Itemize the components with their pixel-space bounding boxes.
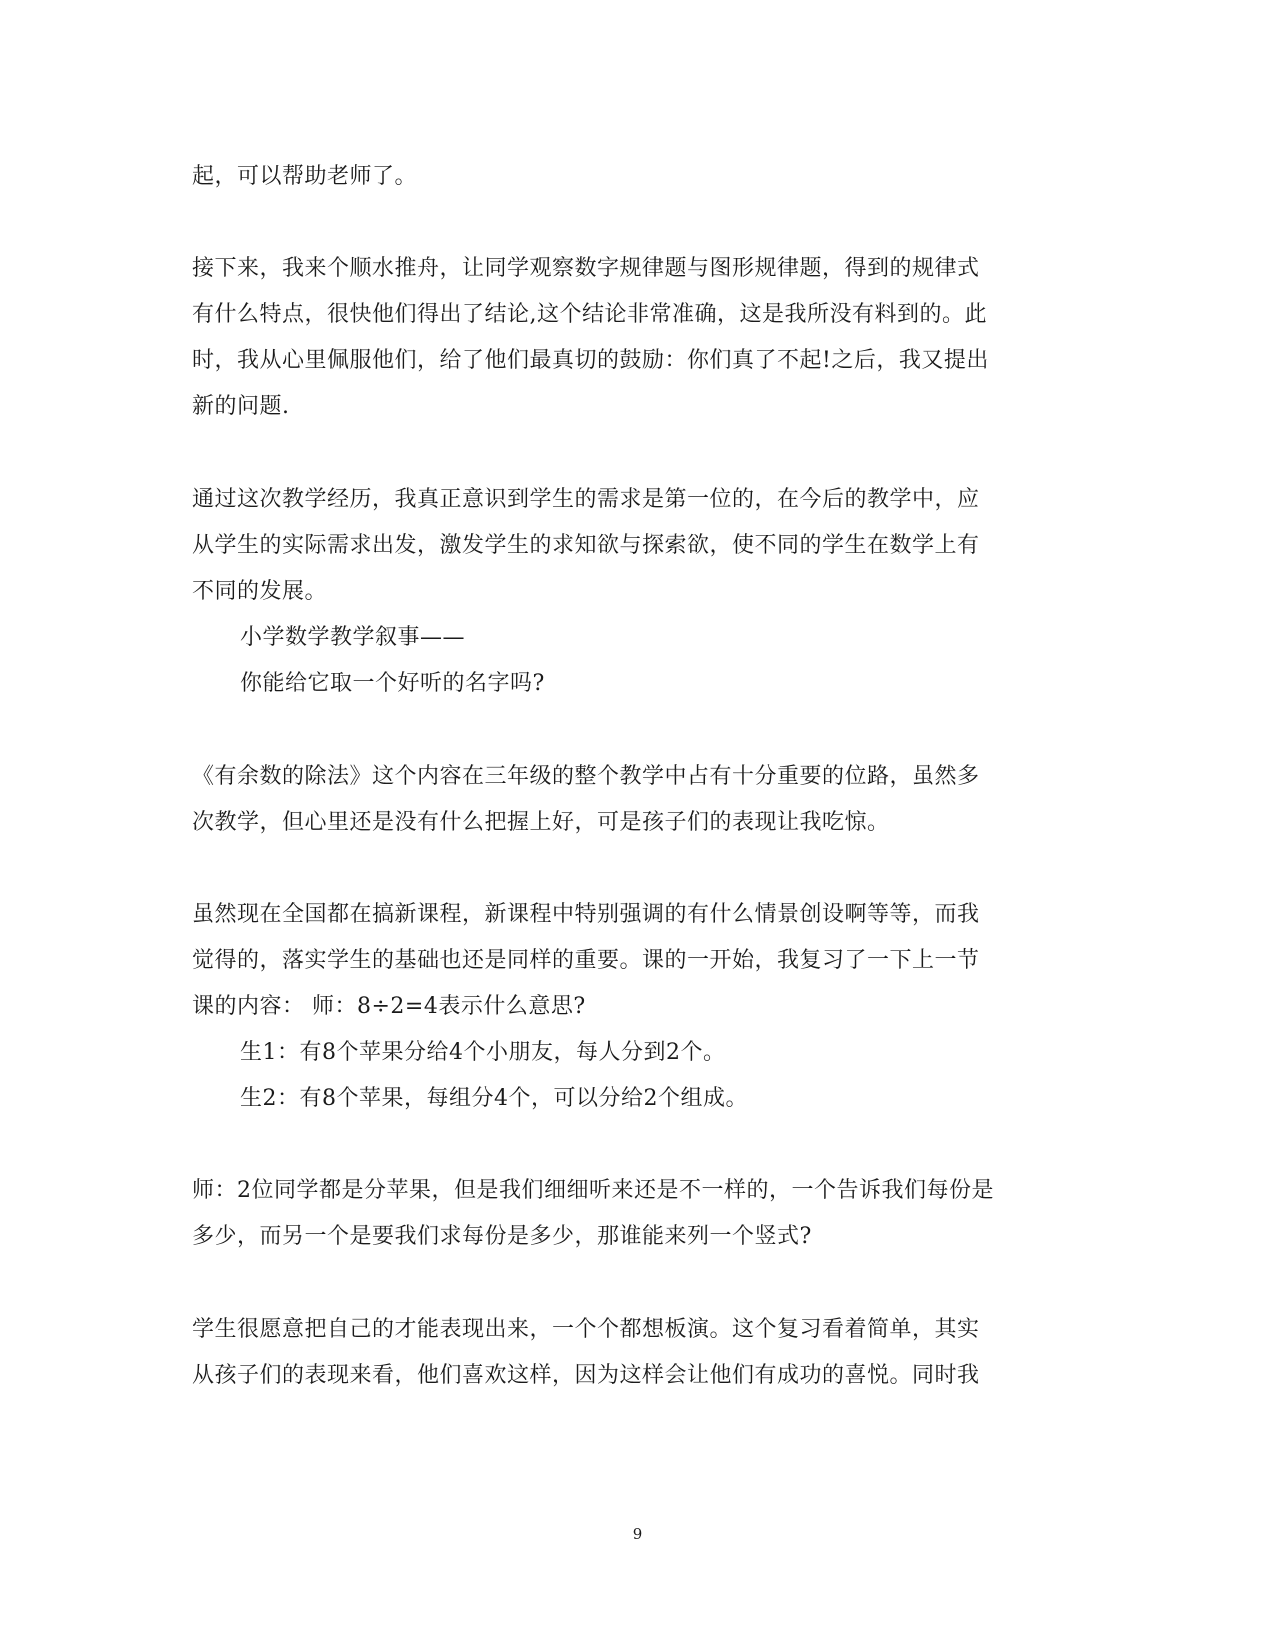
page-number: 9 [632,1525,643,1543]
text-line: 多少，而另一个是要我们求每份是多少，那谁能来列一个竖式? [192,1224,812,1249]
text-line: 师：2位同学都是分苹果，但是我们细细听来还是不一样的，一个告诉我们每份是 [192,1178,994,1203]
text-line: 时，我从心里佩服他们，给了他们最真切的鼓励：你们真了不起!之后，我又提出 [192,348,989,373]
text-line: 学生很愿意把自己的才能表现出来，一个个都想板演。这个复习看着简单，其实 [192,1317,980,1342]
text-line: 通过这次教学经历，我真正意识到学生的需求是第一位的，在今后的教学中，应 [192,487,980,512]
text-line: 从学生的实际需求出发，激发学生的求知欲与探索欲，使不同的学生在数学上有 [192,533,980,558]
text-line: 课的内容： 师：8÷2=4表示什么意思? [192,994,586,1019]
text-line: 新的问题. [192,394,290,419]
section-subtitle: 你能给它取一个好听的名字吗? [240,671,545,696]
section-title: 小学数学教学叙事—— [240,625,466,650]
text-line: 接下来，我来个顺水推舟，让同学观察数字规律题与图形规律题，得到的规律式 [192,256,980,281]
text-line: 不同的发展。 [192,579,328,604]
text-line: 觉得的，落实学生的基础也还是同样的重要。课的一开始，我复习了一下上一节 [192,948,980,973]
text-line: 次教学，但心里还是没有什么把握上好，可是孩子们的表现让我吃惊。 [192,810,890,835]
text-line: 从孩子们的表现来看，他们喜欢这样，因为这样会让他们有成功的喜悦。同时我 [192,1363,980,1388]
text-line: 有什么特点，很快他们得出了结论,这个结论非常准确，这是我所没有料到的。此 [192,302,987,327]
dialogue-line: 生1：有8个苹果分给4个小朋友，每人分到2个。 [240,1040,726,1065]
text-line: 虽然现在全国都在搞新课程，新课程中特别强调的有什么情景创设啊等等，而我 [192,902,980,927]
dialogue-line: 生2：有8个苹果，每组分4个，可以分给2个组成。 [240,1086,748,1111]
text-line: 起，可以帮助老师了。 [192,164,418,189]
text-line: 《有余数的除法》这个内容在三年级的整个教学中占有十分重要的位路，虽然多 [192,764,980,789]
